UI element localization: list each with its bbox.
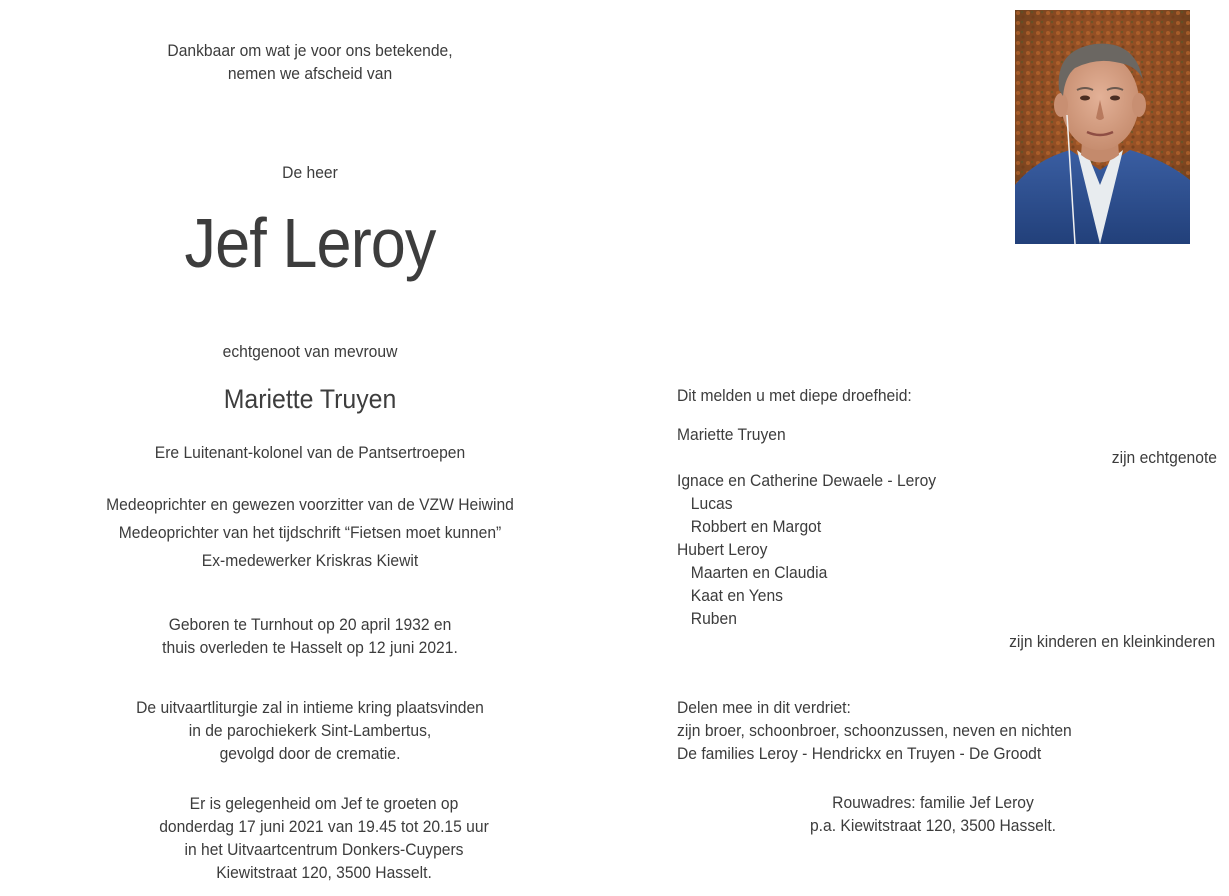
title-prefix-block — [60, 161, 560, 184]
funeral-line: De uitvaartliturgie zal in intieme kring plaatsvinden — [136, 698, 484, 717]
announce: Dit melden u met diepe droefheid: — [677, 386, 912, 405]
address-block — [733, 791, 1133, 837]
family-member: Maarten en Claudia — [690, 563, 828, 582]
family-member: Robbert en Margot — [690, 517, 822, 536]
deceased-name: Jef Leroy — [184, 204, 436, 282]
spouse-name: Mariette Truyen — [223, 384, 397, 414]
role-line: Medeoprichter en gewezen voorzitter van de VZW Heiwind — [106, 495, 514, 514]
family-member: Ignace en Catherine Dewaele - Leroy — [677, 471, 937, 490]
funeral-block — [60, 696, 560, 765]
spouse-intro-block — [60, 340, 560, 363]
address-line: Rouwadres: familie Jef Leroy — [832, 793, 1034, 812]
life-line: thuis overleden te Hasselt op 12 juni 2021. — [162, 638, 458, 657]
portrait-photo-icon — [1015, 10, 1190, 244]
spouse-entry-name: Mariette Truyen — [677, 425, 786, 444]
visitation-block — [74, 792, 574, 884]
spouse-entry-relation: zijn echtgenote — [1111, 448, 1217, 467]
share-line: zijn broer, schoonbroer, schoonzussen, neven en nichten — [677, 721, 1072, 740]
roles-block — [60, 491, 560, 575]
visitation-line: Er is gelegenheid om Jef te groeten op — [189, 794, 459, 813]
share-line: Delen mee in dit verdriet: — [677, 698, 851, 717]
family-relation: zijn kinderen en kleinkinderen — [1009, 632, 1216, 651]
spouse-intro: echtgenoot van mevrouw — [222, 342, 398, 361]
address-line: p.a. Kiewitstraat 120, 3500 Hasselt. — [809, 816, 1057, 835]
life-block — [60, 613, 560, 659]
spouse-name-block — [60, 383, 560, 415]
family-member: Hubert Leroy — [677, 540, 768, 559]
visitation-line: in het Uitvaartcentrum Donkers-Cuypers — [184, 840, 464, 859]
intro-line-2: nemen we afscheid van — [227, 64, 393, 83]
share-line: De families Leroy - Hendrickx en Truyen - De Groodt — [677, 744, 1042, 763]
share-block — [677, 696, 1217, 765]
spouse-entry-block — [677, 423, 1217, 469]
family-member: Kaat en Yens — [690, 586, 784, 605]
family-block — [677, 469, 1217, 653]
role-line: Ex-medewerker Kriskras Kiewit — [201, 551, 419, 570]
rank: Ere Luitenant-kolonel van de Pantsertroepen — [154, 443, 466, 462]
portrait-photo — [1015, 10, 1190, 244]
funeral-line: gevolgd door de crematie. — [219, 744, 401, 763]
visitation-line: donderdag 17 juni 2021 van 19.45 tot 20.15 uur — [159, 817, 489, 836]
visitation-line: Kiewitstraat 120, 3500 Hasselt. — [216, 863, 432, 882]
rank-block — [60, 441, 560, 464]
intro-block — [60, 39, 560, 85]
intro-line-1: Dankbaar om wat je voor ons betekende, — [167, 41, 453, 60]
family-member: Ruben — [690, 609, 737, 628]
announce-block — [677, 384, 1217, 407]
family-member: Lucas — [690, 494, 733, 513]
deceased-name-block — [60, 205, 560, 281]
life-line: Geboren te Turnhout op 20 april 1932 en — [168, 615, 452, 634]
title-prefix: De heer — [282, 163, 338, 182]
funeral-line: in de parochiekerk Sint-Lambertus, — [188, 721, 432, 740]
role-line: Medeoprichter van het tijdschrift “Fietsen moet kunnen” — [118, 523, 502, 542]
